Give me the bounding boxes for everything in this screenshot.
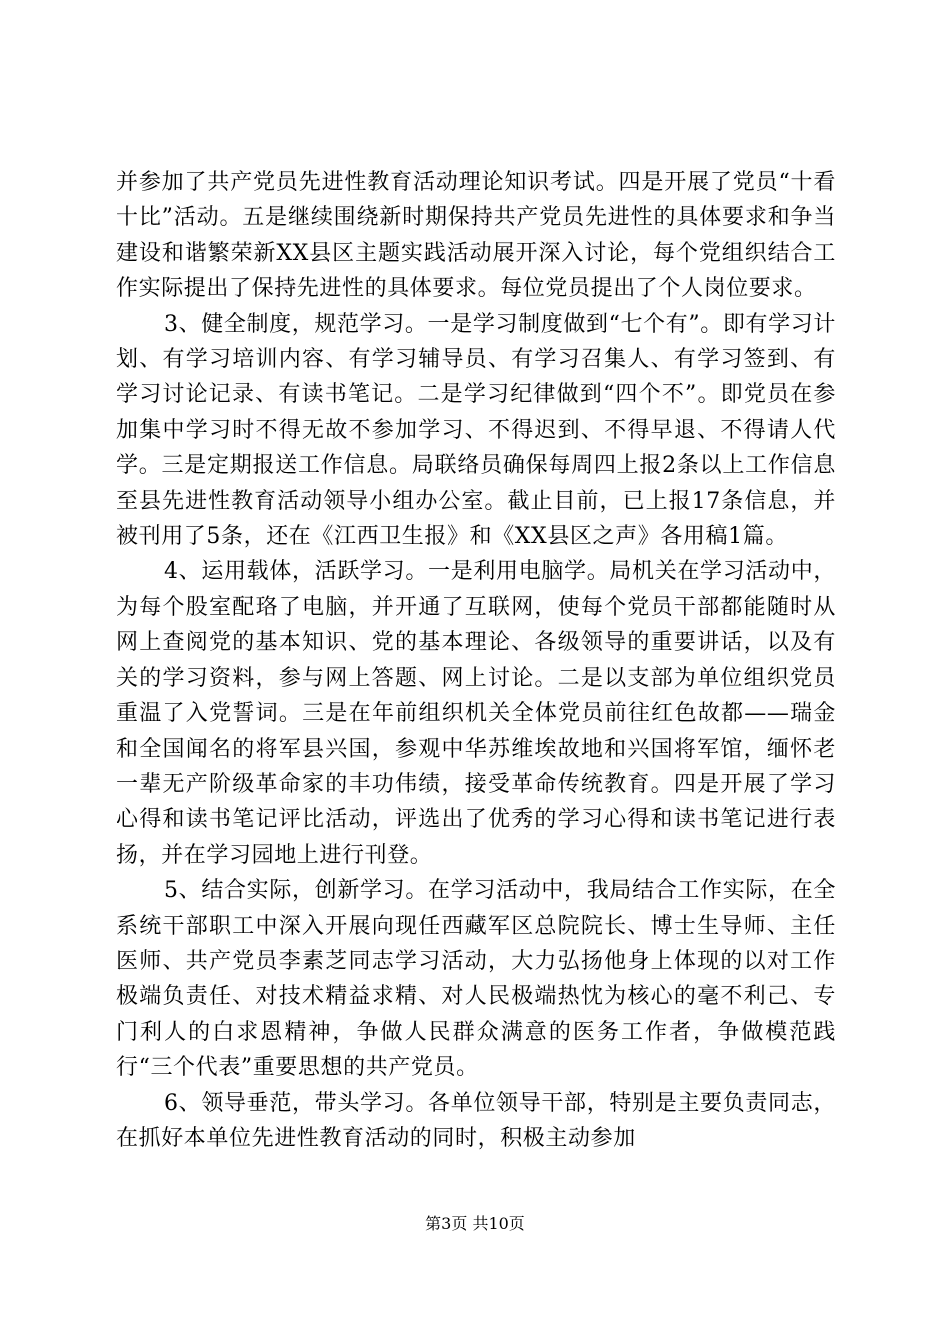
paragraph-item-5: 5、结合实际，创新学习。在学习活动中，我局结合工作实际，在全系统干部职工中深入开展向现任西藏军区总院院长、博士生导师、主任医师、共产党员李素芝同志学习活动，大力弘扬他身上体现的以对工作极端负责任、对技术精益求精、对人民极端热忱为核心的毫不利己、专门利人的白求恩精神，争做人民群众满意的医务工作者，争做模范践行“三个代表”重要思想的共产党员。 bbox=[116, 878, 836, 1081]
paragraph-item-6: 6、领导垂范，带头学习。各单位领导干部，特别是主要负责同志，在抓好本单位先进性教育活动的同时，积极主动参加 bbox=[116, 1090, 836, 1151]
paragraph-item-3: 3、健全制度，规范学习。一是学习制度做到“七个有”。即有学习计划、有学习培训内容、有学习辅导员、有学习召集人、有学习签到、有学习讨论记录、有读书笔记。二是学习纪律做到“四个不”。即党员在参加集中学习时不得无故不参加学习、不得迟到、不得早退、不得请人代学。三是定期报送工作信息。局联络员确保每周四上报2条以上工作信息至县先进性教育活动领导小组办公室。截止目前，已上报17条信息，并被刊用了5条，还在《江西卫生报》和《XX县区之声》各用稿1篇。 bbox=[116, 311, 836, 550]
document-body bbox=[116, 165, 836, 1156]
paragraph-item-4: 4、运用载体，活跃学习。一是利用电脑学。局机关在学习活动中，为每个股室配珞了电脑，并开通了互联网，使每个党员干部都能随时从网上查阅党的基本知识、党的基本理论、各级领导的重要讲话，以及有关的学习资料，参与网上答题、网上讨论。二是以支部为单位组织党员重温了入党誓词。三是在年前组织机关全体党员前往红色故都——瑞金和全国闻名的将军县兴国，参观中华苏维埃故地和兴国将军馆，缅怀老一辈无产阶级革命家的丰功伟绩，接受革命传统教育。四是开展了学习心得和读书笔记评比活动，评选出了优秀的学习心得和读书笔记进行表扬，并在学习园地上进行刊登。 bbox=[116, 559, 836, 868]
page-number-footer: 第3页 共10页 bbox=[425, 1214, 525, 1233]
paragraph-continuation: 并参加了共产党员先进性教育活动理论知识考试。四是开展了党员“十看十比”活动。五是继续围绕新时期保持共产党员先进性的具体要求和争当建设和谐繁荣新XX县区主题实践活动展开深入讨论，每个党组织结合工作实际提出了保持先进性的具体要求。每位党员提出了个人岗位要求。 bbox=[116, 170, 836, 302]
